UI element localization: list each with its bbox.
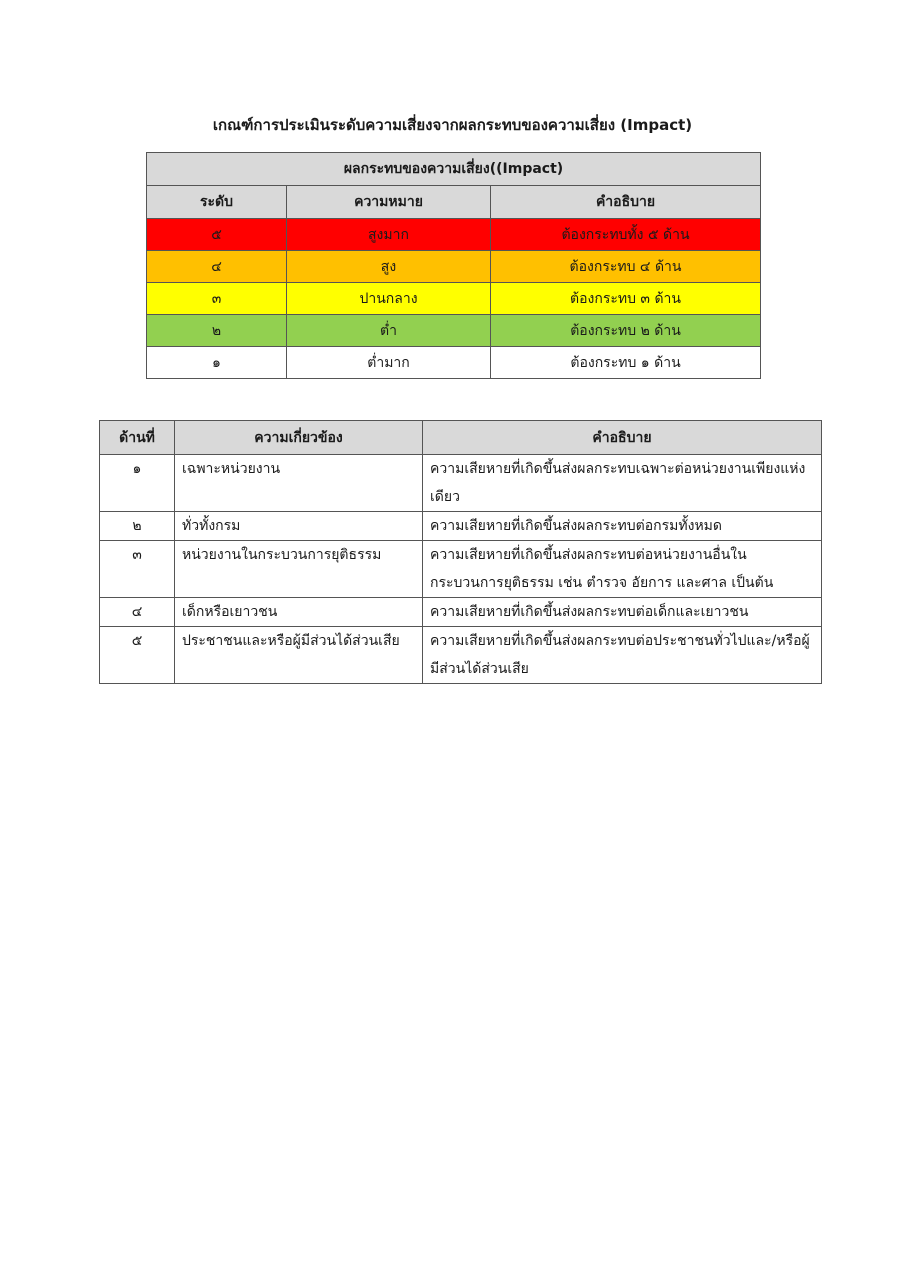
description-cell: ต้องกระทบทั้ง ๕ ด้าน bbox=[491, 219, 761, 251]
description-cell: ต้องกระทบ ๒ ด้าน bbox=[491, 315, 761, 347]
meaning-cell: ต่ำ bbox=[287, 315, 491, 347]
description-cell: ความเสียหายที่เกิดขึ้นส่งผลกระทบต่อหน่วยงานอื่นในกระบวนการยุติธรรม เช่น ตำรวจ อัยการ และศาล เป็นต้น bbox=[423, 541, 822, 598]
aspect-no-cell: ๑ bbox=[100, 455, 175, 512]
relevance-cell: เด็กหรือเยาวชน bbox=[175, 598, 423, 627]
description-cell: ความเสียหายที่เกิดขึ้นส่งผลกระทบต่อเด็กและเยาวชน bbox=[423, 598, 822, 627]
level-cell: ๔ bbox=[147, 251, 287, 283]
description-cell: ความเสียหายที่เกิดขึ้นส่งผลกระทบต่อกรมทั้งหมด bbox=[423, 512, 822, 541]
aspect-row bbox=[100, 598, 822, 627]
document-title: เกณฑ์การประเมินระดับความเสี่ยงจากผลกระทบของความเสี่ยง (Impact) bbox=[212, 116, 693, 134]
aspect-no-cell: ๕ bbox=[100, 627, 175, 684]
meaning-cell: สูงมาก bbox=[287, 219, 491, 251]
description-cell: ต้องกระทบ ๔ ด้าน bbox=[491, 251, 761, 283]
relevance-cell: ทั่วทั้งกรม bbox=[175, 512, 423, 541]
column-header-aspect-no: ด้านที่ bbox=[100, 421, 175, 455]
column-header-description: คำอธิบาย bbox=[423, 421, 822, 455]
relevance-cell: เฉพาะหน่วยงาน bbox=[175, 455, 423, 512]
impact-table-caption: ผลกระทบของความเสี่ยง((Impact) bbox=[147, 153, 761, 186]
aspect-no-cell: ๒ bbox=[100, 512, 175, 541]
impact-row-level-5 bbox=[147, 219, 761, 251]
aspect-row bbox=[100, 455, 822, 512]
description-cell: ความเสียหายที่เกิดขึ้นส่งผลกระทบเฉพาะต่อหน่วยงานเพียงแห่งเดียว bbox=[423, 455, 822, 512]
description-cell: ต้องกระทบ ๑ ด้าน bbox=[491, 347, 761, 379]
aspect-no-cell: ๔ bbox=[100, 598, 175, 627]
relevance-cell: ประชาชนและหรือผู้มีส่วนได้ส่วนเสีย bbox=[175, 627, 423, 684]
column-header-description: คำอธิบาย bbox=[491, 186, 761, 219]
column-header-meaning: ความหมาย bbox=[287, 186, 491, 219]
aspect-no-cell: ๓ bbox=[100, 541, 175, 598]
level-cell: ๒ bbox=[147, 315, 287, 347]
aspect-row bbox=[100, 541, 822, 598]
meaning-cell: ต่ำมาก bbox=[287, 347, 491, 379]
level-cell: ๕ bbox=[147, 219, 287, 251]
impact-row-level-3 bbox=[147, 283, 761, 315]
aspect-row bbox=[100, 627, 822, 684]
meaning-cell: สูง bbox=[287, 251, 491, 283]
impact-criteria-table bbox=[146, 152, 761, 379]
aspect-row bbox=[100, 512, 822, 541]
column-header-level: ระดับ bbox=[147, 186, 287, 219]
description-cell: ความเสียหายที่เกิดขึ้นส่งผลกระทบต่อประชาชนทั่วไปและ/หรือผู้มีส่วนได้ส่วนเสีย bbox=[423, 627, 822, 684]
impact-row-level-4 bbox=[147, 251, 761, 283]
description-cell: ต้องกระทบ ๓ ด้าน bbox=[491, 283, 761, 315]
impact-row-level-2 bbox=[147, 315, 761, 347]
column-header-relevance: ความเกี่ยวข้อง bbox=[175, 421, 423, 455]
impact-row-level-1 bbox=[147, 347, 761, 379]
impact-aspects-table bbox=[99, 420, 822, 684]
level-cell: ๑ bbox=[147, 347, 287, 379]
meaning-cell: ปานกลาง bbox=[287, 283, 491, 315]
relevance-cell: หน่วยงานในกระบวนการยุติธรรม bbox=[175, 541, 423, 598]
level-cell: ๓ bbox=[147, 283, 287, 315]
